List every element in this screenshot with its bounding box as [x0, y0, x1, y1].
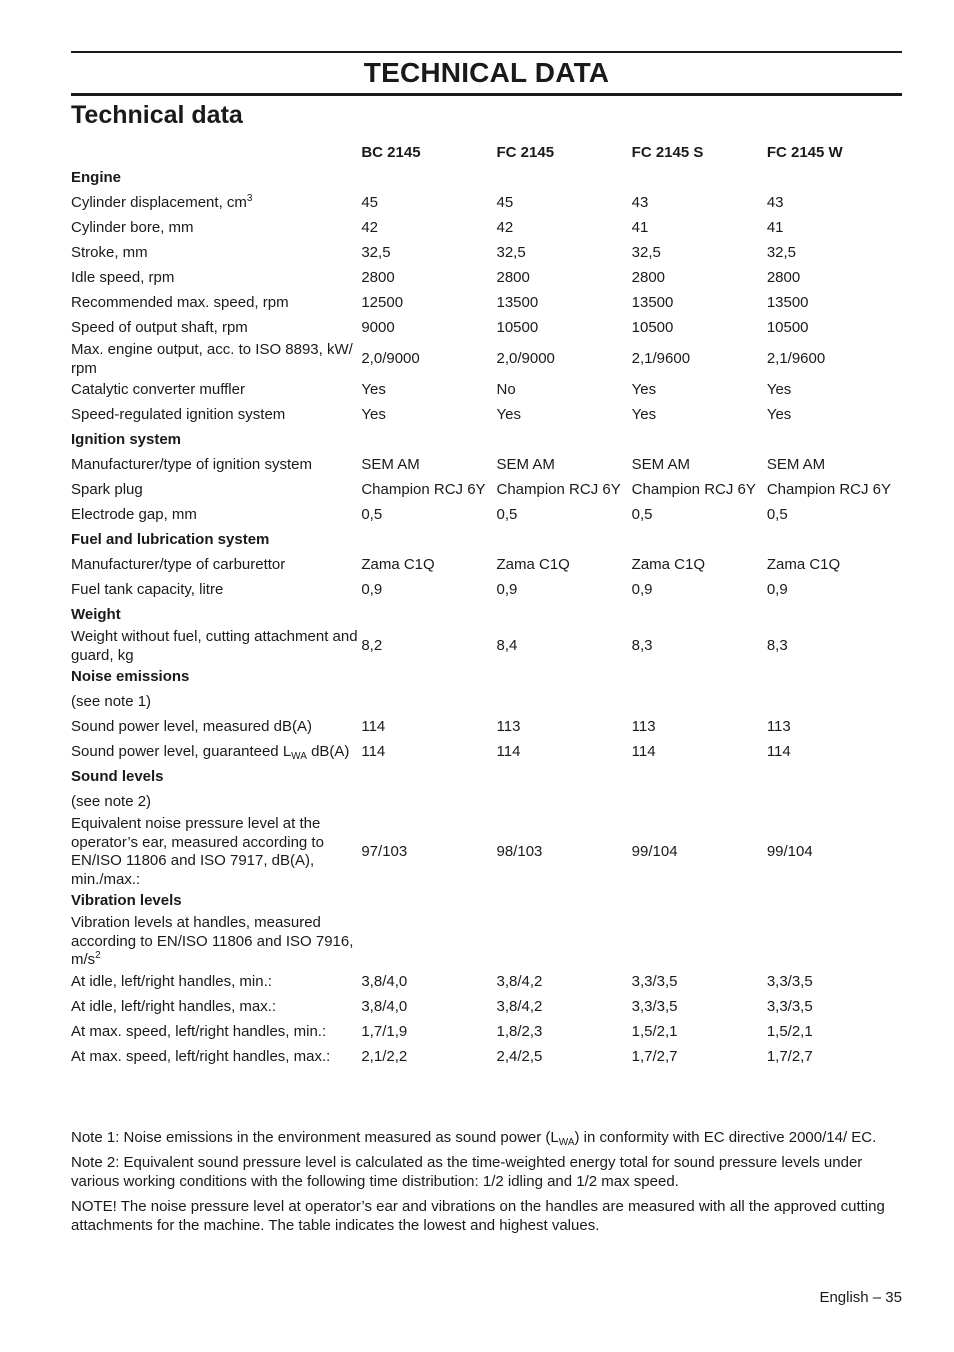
- empty-cell: [497, 690, 632, 715]
- note-1-text: Note 1: Noise emissions in the environment measured as sound power (L: [71, 1129, 559, 1146]
- cell-value: 0,9: [631, 581, 653, 599]
- cell-value: 114: [361, 718, 386, 736]
- row-label: [71, 241, 361, 266]
- label-superscript: 2: [95, 950, 101, 961]
- row-label-suffix: dB(A): [306, 743, 350, 761]
- row-label-text: (see note 1): [71, 693, 152, 711]
- cell-value: 3,3/3,5: [766, 972, 813, 990]
- banner-underline: [71, 93, 902, 96]
- group-heading-row: [71, 889, 902, 914]
- row-label: [71, 503, 361, 528]
- cell-value: 42: [361, 219, 379, 237]
- note-1-subscript: WA: [558, 1137, 575, 1148]
- row-label: [71, 378, 361, 403]
- cell-value: 3,8/4,0: [361, 997, 408, 1015]
- empty-cell: [361, 690, 496, 715]
- cell-value: 0,5: [766, 506, 788, 524]
- row-label-text: Fuel tank capacity, litre: [71, 581, 224, 599]
- empty-cell: [361, 790, 496, 815]
- group-heading-row: [71, 166, 902, 191]
- cell-value: 99/104: [631, 842, 678, 860]
- cell-value: 114: [361, 743, 386, 761]
- row-label-text: Vibration levels: [71, 892, 182, 910]
- row-label: [71, 553, 361, 578]
- table-row: [71, 316, 902, 341]
- empty-cell: [632, 690, 767, 715]
- cell-value: 3,3/3,5: [766, 997, 813, 1015]
- cell-value: 3,8/4,0: [361, 972, 408, 990]
- row-label: [71, 970, 361, 995]
- row-label: [71, 740, 361, 765]
- empty-cell: [767, 914, 902, 970]
- cell-value: 42: [496, 219, 514, 237]
- row-label-text: Spark plug: [71, 481, 143, 499]
- table-row: [71, 1045, 902, 1070]
- cell-value: Yes: [361, 381, 386, 399]
- table-row: [71, 970, 902, 995]
- row-label-text: At idle, left/right handles, max.:: [71, 997, 277, 1015]
- table-row: [71, 378, 902, 403]
- row-label-text: Noise emissions: [71, 668, 190, 686]
- cell-value: 41: [631, 219, 649, 237]
- table-row: [71, 1020, 902, 1045]
- cell-value: 32,5: [631, 244, 661, 262]
- empty-cell: [767, 790, 902, 815]
- cell-value: SEM AM: [766, 456, 826, 474]
- row-label-text: At max. speed, left/right handles, max.:: [71, 1047, 331, 1065]
- note-2: Note 2: Equivalent sound pressure level is calculated as the time-weighted energy total for sound pressure levels under various working conditions with the following time distribution: 1/2 idling and 1/2 max speed.: [71, 1154, 863, 1190]
- column-header: FC 2145: [496, 144, 555, 162]
- cell-value: 0,5: [496, 506, 518, 524]
- empty-cell: [767, 690, 902, 715]
- cell-value: 45: [361, 194, 379, 212]
- table-row: [71, 578, 902, 603]
- table-row: [71, 740, 902, 765]
- note-3: NOTE! The noise pressure level at operator’s ear and vibrations on the handles are measured with all the approved cutting attachments for the machine. The table indicates the lowest and highest values.: [71, 1198, 885, 1234]
- cell-value: 98/103: [496, 842, 543, 860]
- cell-value: No: [496, 381, 516, 399]
- cell-value: 32,5: [496, 244, 526, 262]
- group-heading: [71, 166, 902, 191]
- cell-value: 0,5: [631, 506, 653, 524]
- technical-data-table: [71, 141, 902, 1070]
- row-label-text: Cylinder bore, mm: [71, 219, 194, 237]
- cell-value: 3,8/4,2: [496, 997, 543, 1015]
- row-label-text: Manufacturer/type of ignition system: [71, 456, 312, 474]
- cell-value: 97/103: [361, 842, 408, 860]
- row-label-text: Stroke, mm: [71, 244, 148, 262]
- cell-value: Yes: [496, 406, 521, 424]
- row-label: [71, 690, 361, 715]
- row-label-text: Weight without fuel, cutting attachment and guard, kg: [71, 628, 358, 664]
- row-label-text: Idle speed, rpm: [71, 269, 175, 287]
- cell-value: 32,5: [766, 244, 797, 262]
- cell-value: 10500: [496, 319, 539, 337]
- cell-value: Yes: [631, 406, 657, 424]
- row-label-text: At idle, left/right handles, min.:: [71, 972, 272, 990]
- table-body: [71, 141, 902, 1070]
- cell-value: 13500: [766, 294, 809, 312]
- group-heading: [71, 889, 902, 914]
- cell-value: 113: [496, 718, 521, 736]
- cell-value: 2800: [766, 269, 801, 287]
- cell-value: 0,9: [496, 581, 518, 599]
- cell-value: Champion RCJ 6Y: [631, 481, 756, 499]
- cell-value: 2800: [361, 269, 395, 287]
- row-label-text: Weight: [71, 606, 121, 624]
- row-label: [71, 403, 361, 428]
- row-label: [71, 316, 361, 341]
- column-header: FC 2145 S: [631, 144, 704, 162]
- empty-cell: [497, 914, 632, 970]
- table-row: [71, 478, 902, 503]
- table-row: [71, 503, 902, 528]
- cell-value: Yes: [361, 406, 386, 424]
- group-heading: [71, 528, 902, 553]
- table-row: [71, 790, 902, 815]
- top-rule: [71, 51, 902, 53]
- cell-value: SEM AM: [496, 456, 555, 474]
- cell-value: SEM AM: [361, 456, 420, 474]
- group-heading-row: [71, 765, 902, 790]
- row-label: [71, 1020, 361, 1045]
- label-subscript: WA: [291, 751, 307, 763]
- cell-value: 114: [766, 743, 791, 761]
- row-label: [71, 266, 361, 291]
- cell-value: 2800: [631, 269, 666, 287]
- row-label-text: Vibration levels at handles, measured according to EN/ISO 11806 and ISO 7916, m/s: [71, 914, 354, 968]
- note-1-text-end: ) in conformity with EC directive 2000/14/ EC.: [574, 1129, 877, 1146]
- cell-value: 2,4/2,5: [496, 1047, 543, 1065]
- header-blank-cell: [71, 141, 361, 166]
- cell-value: 43: [766, 194, 784, 212]
- cell-value: Champion RCJ 6Y: [361, 481, 486, 499]
- row-label: [71, 1045, 361, 1070]
- row-label-text: Speed-regulated ignition system: [71, 406, 286, 424]
- cell-value: Yes: [766, 381, 792, 399]
- table-row: [71, 291, 902, 316]
- group-heading-row: [71, 665, 902, 690]
- row-label-text: Sound power level, measured dB(A): [71, 718, 312, 736]
- group-heading-row: [71, 528, 902, 553]
- row-label-text: Ignition system: [71, 431, 182, 449]
- table-row: [71, 553, 902, 578]
- cell-value: Champion RCJ 6Y: [496, 481, 621, 499]
- group-heading-row: [71, 603, 902, 628]
- cell-value: 9000: [361, 319, 395, 337]
- cell-value: Zama C1Q: [766, 556, 841, 574]
- cell-value: 3,3/3,5: [631, 997, 678, 1015]
- table-row: [71, 715, 902, 740]
- empty-cell: [632, 790, 767, 815]
- table-row: [71, 453, 902, 478]
- table-header-row: [71, 141, 902, 166]
- table-row: [71, 995, 902, 1020]
- cell-value: 1,7/2,7: [766, 1047, 813, 1065]
- cell-value: SEM AM: [631, 456, 691, 474]
- row-label: [71, 341, 361, 378]
- cell-value: 0,9: [766, 581, 788, 599]
- empty-cell: [497, 790, 632, 815]
- row-label: [71, 995, 361, 1020]
- table-row: [71, 628, 902, 665]
- cell-value: 2,1/9600: [631, 350, 691, 368]
- row-label: [71, 790, 361, 815]
- table-row: [71, 690, 902, 715]
- cell-value: 0,9: [361, 581, 383, 599]
- row-label: [71, 291, 361, 316]
- row-label: [71, 815, 361, 889]
- row-label-text: Cylinder displacement, cm: [71, 194, 247, 212]
- cell-value: 8,3: [766, 637, 788, 655]
- table-row: [71, 191, 902, 216]
- row-label: [71, 914, 361, 970]
- cell-value: 13500: [631, 294, 674, 312]
- cell-value: 32,5: [361, 244, 391, 262]
- cell-value: Champion RCJ 6Y: [766, 481, 892, 499]
- cell-value: 1,7/1,9: [361, 1022, 408, 1040]
- cell-value: 114: [496, 743, 521, 761]
- cell-value: 12500: [361, 294, 404, 312]
- cell-value: 13500: [496, 294, 539, 312]
- empty-cell: [632, 914, 767, 970]
- row-label: [71, 715, 361, 740]
- row-label: [71, 578, 361, 603]
- group-heading: [71, 665, 902, 690]
- group-heading-row: [71, 428, 902, 453]
- row-label: [71, 478, 361, 503]
- group-heading: [71, 428, 902, 453]
- row-label-text: Max. engine output, acc. to ISO 8893, kW/ rpm: [71, 341, 353, 377]
- group-heading: [71, 603, 902, 628]
- row-label-text: Recommended max. speed, rpm: [71, 294, 289, 312]
- cell-value: 2,0/9000: [361, 350, 420, 368]
- cell-value: 113: [766, 718, 791, 736]
- cell-value: 8,4: [496, 637, 518, 655]
- table-row: [71, 914, 902, 970]
- cell-value: 1,7/2,7: [631, 1047, 678, 1065]
- row-label-text: Sound levels: [71, 768, 164, 786]
- cell-value: 3,8/4,2: [496, 972, 543, 990]
- cell-value: 8,2: [361, 637, 383, 655]
- cell-value: 1,8/2,3: [496, 1022, 543, 1040]
- note-1: [71, 1128, 902, 1147]
- cell-value: Yes: [766, 406, 792, 424]
- cell-value: 99/104: [766, 842, 813, 860]
- cell-value: 2800: [496, 269, 530, 287]
- label-superscript: 3: [246, 193, 253, 205]
- row-label: [71, 191, 361, 216]
- cell-value: Zama C1Q: [361, 556, 435, 574]
- cell-value: 43: [631, 194, 649, 212]
- cell-value: 8,3: [631, 637, 653, 655]
- page-footer: English – 35: [819, 1289, 902, 1306]
- page-banner: TECHNICAL DATA: [363, 57, 610, 88]
- cell-value: 10500: [631, 319, 674, 337]
- table-row: [71, 403, 902, 428]
- cell-value: 113: [631, 718, 656, 736]
- row-label: [71, 628, 361, 665]
- cell-value: Yes: [631, 381, 657, 399]
- row-label-text: Electrode gap, mm: [71, 506, 197, 524]
- cell-value: 45: [496, 194, 514, 212]
- table-row: [71, 241, 902, 266]
- row-label-text: Catalytic converter muffler: [71, 381, 245, 399]
- row-label-text: Engine: [71, 169, 122, 187]
- notes-block: [71, 1128, 902, 1241]
- cell-value: 0,5: [361, 506, 383, 524]
- row-label-text: (see note 2): [71, 793, 152, 811]
- cell-value: 2,1/2,2: [361, 1047, 408, 1065]
- cell-value: Zama C1Q: [631, 556, 706, 574]
- row-label-text: At max. speed, left/right handles, min.:: [71, 1022, 327, 1040]
- cell-value: 1,5/2,1: [766, 1022, 813, 1040]
- cell-value: 10500: [766, 319, 809, 337]
- row-label-text: Sound power level, guaranteed L: [71, 743, 292, 761]
- section-title: Technical data: [71, 101, 243, 129]
- row-label: [71, 453, 361, 478]
- row-label-text: Speed of output shaft, rpm: [71, 319, 248, 337]
- group-heading: [71, 765, 902, 790]
- row-label-text: Manufacturer/type of carburettor: [71, 556, 286, 574]
- table-row: [71, 216, 902, 241]
- cell-value: 2,0/9000: [496, 350, 555, 368]
- column-header: BC 2145: [361, 144, 421, 162]
- row-label-text: Fuel and lubrication system: [71, 531, 270, 549]
- table-row: [71, 815, 902, 889]
- cell-value: 1,5/2,1: [631, 1022, 678, 1040]
- cell-value: 3,3/3,5: [631, 972, 678, 990]
- cell-value: 2,1/9600: [766, 350, 826, 368]
- column-header: FC 2145 W: [766, 144, 843, 162]
- table-row: [71, 341, 902, 378]
- empty-cell: [361, 914, 496, 970]
- row-label-text: Equivalent noise pressure level at the operator’s ear, measured according to EN/ISO 11806 and ISO 7917, dB(A), min./max.:: [71, 815, 324, 888]
- row-label: [71, 216, 361, 241]
- cell-value: 114: [631, 743, 656, 761]
- cell-value: Zama C1Q: [496, 556, 570, 574]
- table-row: [71, 266, 902, 291]
- cell-value: 41: [766, 219, 784, 237]
